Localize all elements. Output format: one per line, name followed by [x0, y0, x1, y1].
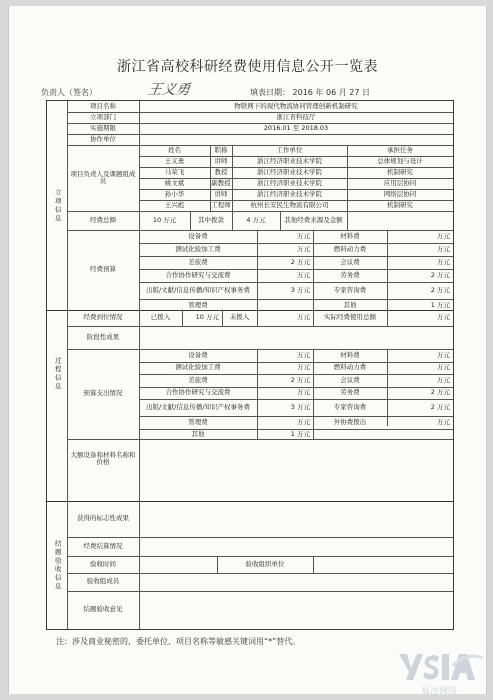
project-partner	[139, 134, 453, 145]
arrival-label: 经费到位情况	[83, 313, 123, 322]
member-name: 姚文斌	[164, 178, 185, 187]
expense-item-label: 差旅费	[188, 375, 208, 384]
expense-item-label: 外协费拨出	[333, 417, 367, 426]
budget-item-amount: 万元	[437, 244, 450, 253]
members-header-task: 承担任务	[387, 145, 413, 154]
expense-item-label: 设备费	[188, 350, 208, 359]
member-unit: 浙江经济职业技术学院	[257, 178, 322, 187]
expense-item-amount: 万元	[437, 417, 450, 426]
expense-item-label: 燃料动力费	[333, 363, 367, 372]
budget-item-amount: 3 万元	[290, 285, 310, 294]
arrival-pending: 万元	[297, 313, 310, 322]
arrival-received-label: 已拨入	[150, 313, 171, 322]
budget-item-label: 合作协作研究与交流费	[165, 270, 231, 279]
budget-item-label: 燃料动力费	[333, 244, 367, 253]
expense-item-amount: 万元	[437, 350, 450, 359]
project-dept: 浙江省科技厅	[276, 112, 316, 121]
document-sheet	[8, 6, 487, 694]
section-lixiang: 立项信息	[53, 188, 62, 223]
project-dept-label: 立项部门	[90, 112, 116, 121]
member-name: 王兴彪	[164, 200, 185, 209]
member-title: 讲师	[214, 156, 228, 165]
funding-other	[347, 211, 453, 230]
member-title: 副教授	[211, 178, 231, 187]
budget-item-label: 设备费	[188, 231, 208, 240]
funding-internal: 4 万元	[246, 215, 266, 224]
budget-label: 经费预算	[90, 265, 116, 274]
section-jieti: 结题验收信息	[53, 539, 62, 591]
member-unit: 浙江经济职业技术学院	[257, 167, 322, 176]
arrival-received: 10 万元	[195, 313, 219, 322]
budget-item-amount: 万元	[297, 231, 310, 240]
expense-item-label: 专家咨询费	[333, 402, 367, 411]
project-name: 物联网下的现代物流协同管理创新机制研究	[234, 101, 358, 110]
member-name: 王义勇	[164, 156, 185, 165]
phase-label: 阶段性成果	[86, 332, 120, 341]
members-label: 项目负责人及课题组成员	[70, 169, 136, 185]
expense-item-amount: 2 万元	[430, 388, 450, 397]
achievement-label: 获得的标志性成果	[77, 514, 129, 523]
project-name-label: 项目名称	[90, 101, 116, 110]
expense-item-amount: 万元	[437, 363, 450, 372]
section-guocheng: 过程信息	[53, 357, 62, 391]
expense-item-amount: 1 万元	[290, 430, 310, 439]
funding-internal-label: 其中拨款	[198, 215, 224, 224]
budget-item-amount: 2 万元	[430, 285, 450, 294]
members-header-name: 姓名	[168, 145, 181, 154]
budget-item-amount: 万元	[297, 244, 310, 253]
member-task: 网络层协同	[383, 189, 417, 198]
opinion-label: 结题验收意见	[83, 605, 123, 614]
settlement-label: 经费结算情况	[83, 541, 123, 550]
expense-item-amount: 2 万元	[290, 375, 310, 384]
expense-item-label: 测试化验加工费	[175, 363, 221, 372]
expense-item-label: 劳务费	[340, 388, 360, 397]
fill-date: 填表日期： 2016 年 06 月 27 日	[250, 88, 370, 97]
arrival-pending-label: 未拨入	[229, 313, 250, 322]
member-task: 机制研究	[387, 200, 413, 209]
budget-item-label: 差旅费	[188, 257, 208, 266]
watermark-text: 易沙网络	[420, 687, 458, 697]
member-title: 工程师	[211, 200, 231, 209]
member-name: 马荣飞	[164, 167, 185, 176]
member-unit: 浙江经济职业技术学院	[257, 156, 322, 165]
budget-item-amount: 万元	[437, 231, 450, 240]
member-task: 总体规划与设计	[377, 156, 423, 165]
expense-item-label: 其他	[191, 430, 205, 439]
project-period: 2016.01 至 2018.03	[263, 123, 329, 132]
expense-item-label: 会议费	[340, 375, 360, 384]
arrival-actual-label: 实际经费使用总额	[324, 313, 376, 322]
member-title: 讲师	[214, 189, 228, 198]
accept-org-label: 验收组织单位	[245, 559, 285, 568]
expense-item-amount: 万元	[297, 388, 310, 397]
members-header-title: 职称	[214, 145, 228, 154]
expense-item-label: 出版/文献/信息传播/知识产权事务费	[145, 402, 251, 411]
budget-item-label: 会议费	[340, 257, 360, 266]
budget-item-amount: 2 万元	[290, 257, 310, 266]
member-task: 机制研究	[387, 167, 413, 176]
expense-item-amount: 3 万元	[290, 402, 310, 411]
project-period-label: 实施期限	[90, 123, 116, 132]
signature: 王义勇	[146, 82, 192, 98]
members-header-unit: 工作单位	[276, 145, 303, 154]
footnote: 注：涉及商业秘密的，委托单位、项目名称等敏感关键词用“*”替代。	[56, 637, 301, 646]
arrival-actual: 万元	[437, 313, 450, 322]
member-name: 孙小华	[164, 189, 185, 198]
budget-item-label: 材料费	[340, 231, 360, 240]
expense-item-label: 合作协作研究与交流费	[165, 388, 231, 397]
expense-item-label: 材料费	[340, 350, 360, 359]
budget-item-label: 其他	[343, 300, 357, 309]
expense-item-amount: 万元	[297, 350, 310, 359]
member-title: 教授	[214, 167, 228, 176]
member-unit: 浙江经济职业技术学院	[257, 189, 322, 198]
member-task: 应用层协同	[383, 178, 417, 187]
funding-total-label: 经费总额	[90, 215, 116, 224]
budget-item-amount: 2 万元	[430, 270, 450, 279]
funding-other-label: 其他经费来源及金额	[284, 215, 343, 224]
budget-item-label: 出版/文献/信息传播/知识产权事务费	[145, 285, 251, 294]
accept-members-label: 验收组成员	[86, 577, 120, 586]
expense-item-amount: 2 万元	[430, 402, 450, 411]
budget-item-label: 专家咨询费	[333, 285, 367, 294]
expense-label: 预算支出情况	[83, 389, 123, 398]
project-partner-label: 协作单位	[90, 134, 116, 143]
document-title: 浙江省高校科研经费使用信息公开一览表	[117, 59, 378, 75]
expense-item-amount: 万元	[437, 375, 450, 384]
responsible-label: 负责人（签名）	[41, 88, 97, 97]
member-unit: 杭州长安民生物流有限公司	[250, 200, 329, 209]
info-table	[46, 100, 454, 630]
expense-item-amount: 万元	[297, 417, 310, 426]
budget-item-label: 管理费	[188, 300, 208, 309]
budget-item-amount: 万元	[297, 270, 310, 279]
budget-item-amount: 万元	[437, 257, 450, 266]
expense-item-label: 管理费	[188, 417, 208, 426]
watermark-logo	[393, 646, 489, 698]
expense-item-amount: 万元	[297, 363, 310, 372]
funding-total: 10 万元	[152, 215, 177, 224]
accept-time-label: 验收时间	[90, 559, 116, 568]
budget-item-label: 劳务费	[340, 270, 360, 279]
equipment-label: 大额设备和材料名称和价格	[70, 450, 136, 466]
budget-item-label: 测试化验加工费	[175, 244, 221, 253]
budget-item-amount: 1 万元	[430, 300, 450, 309]
